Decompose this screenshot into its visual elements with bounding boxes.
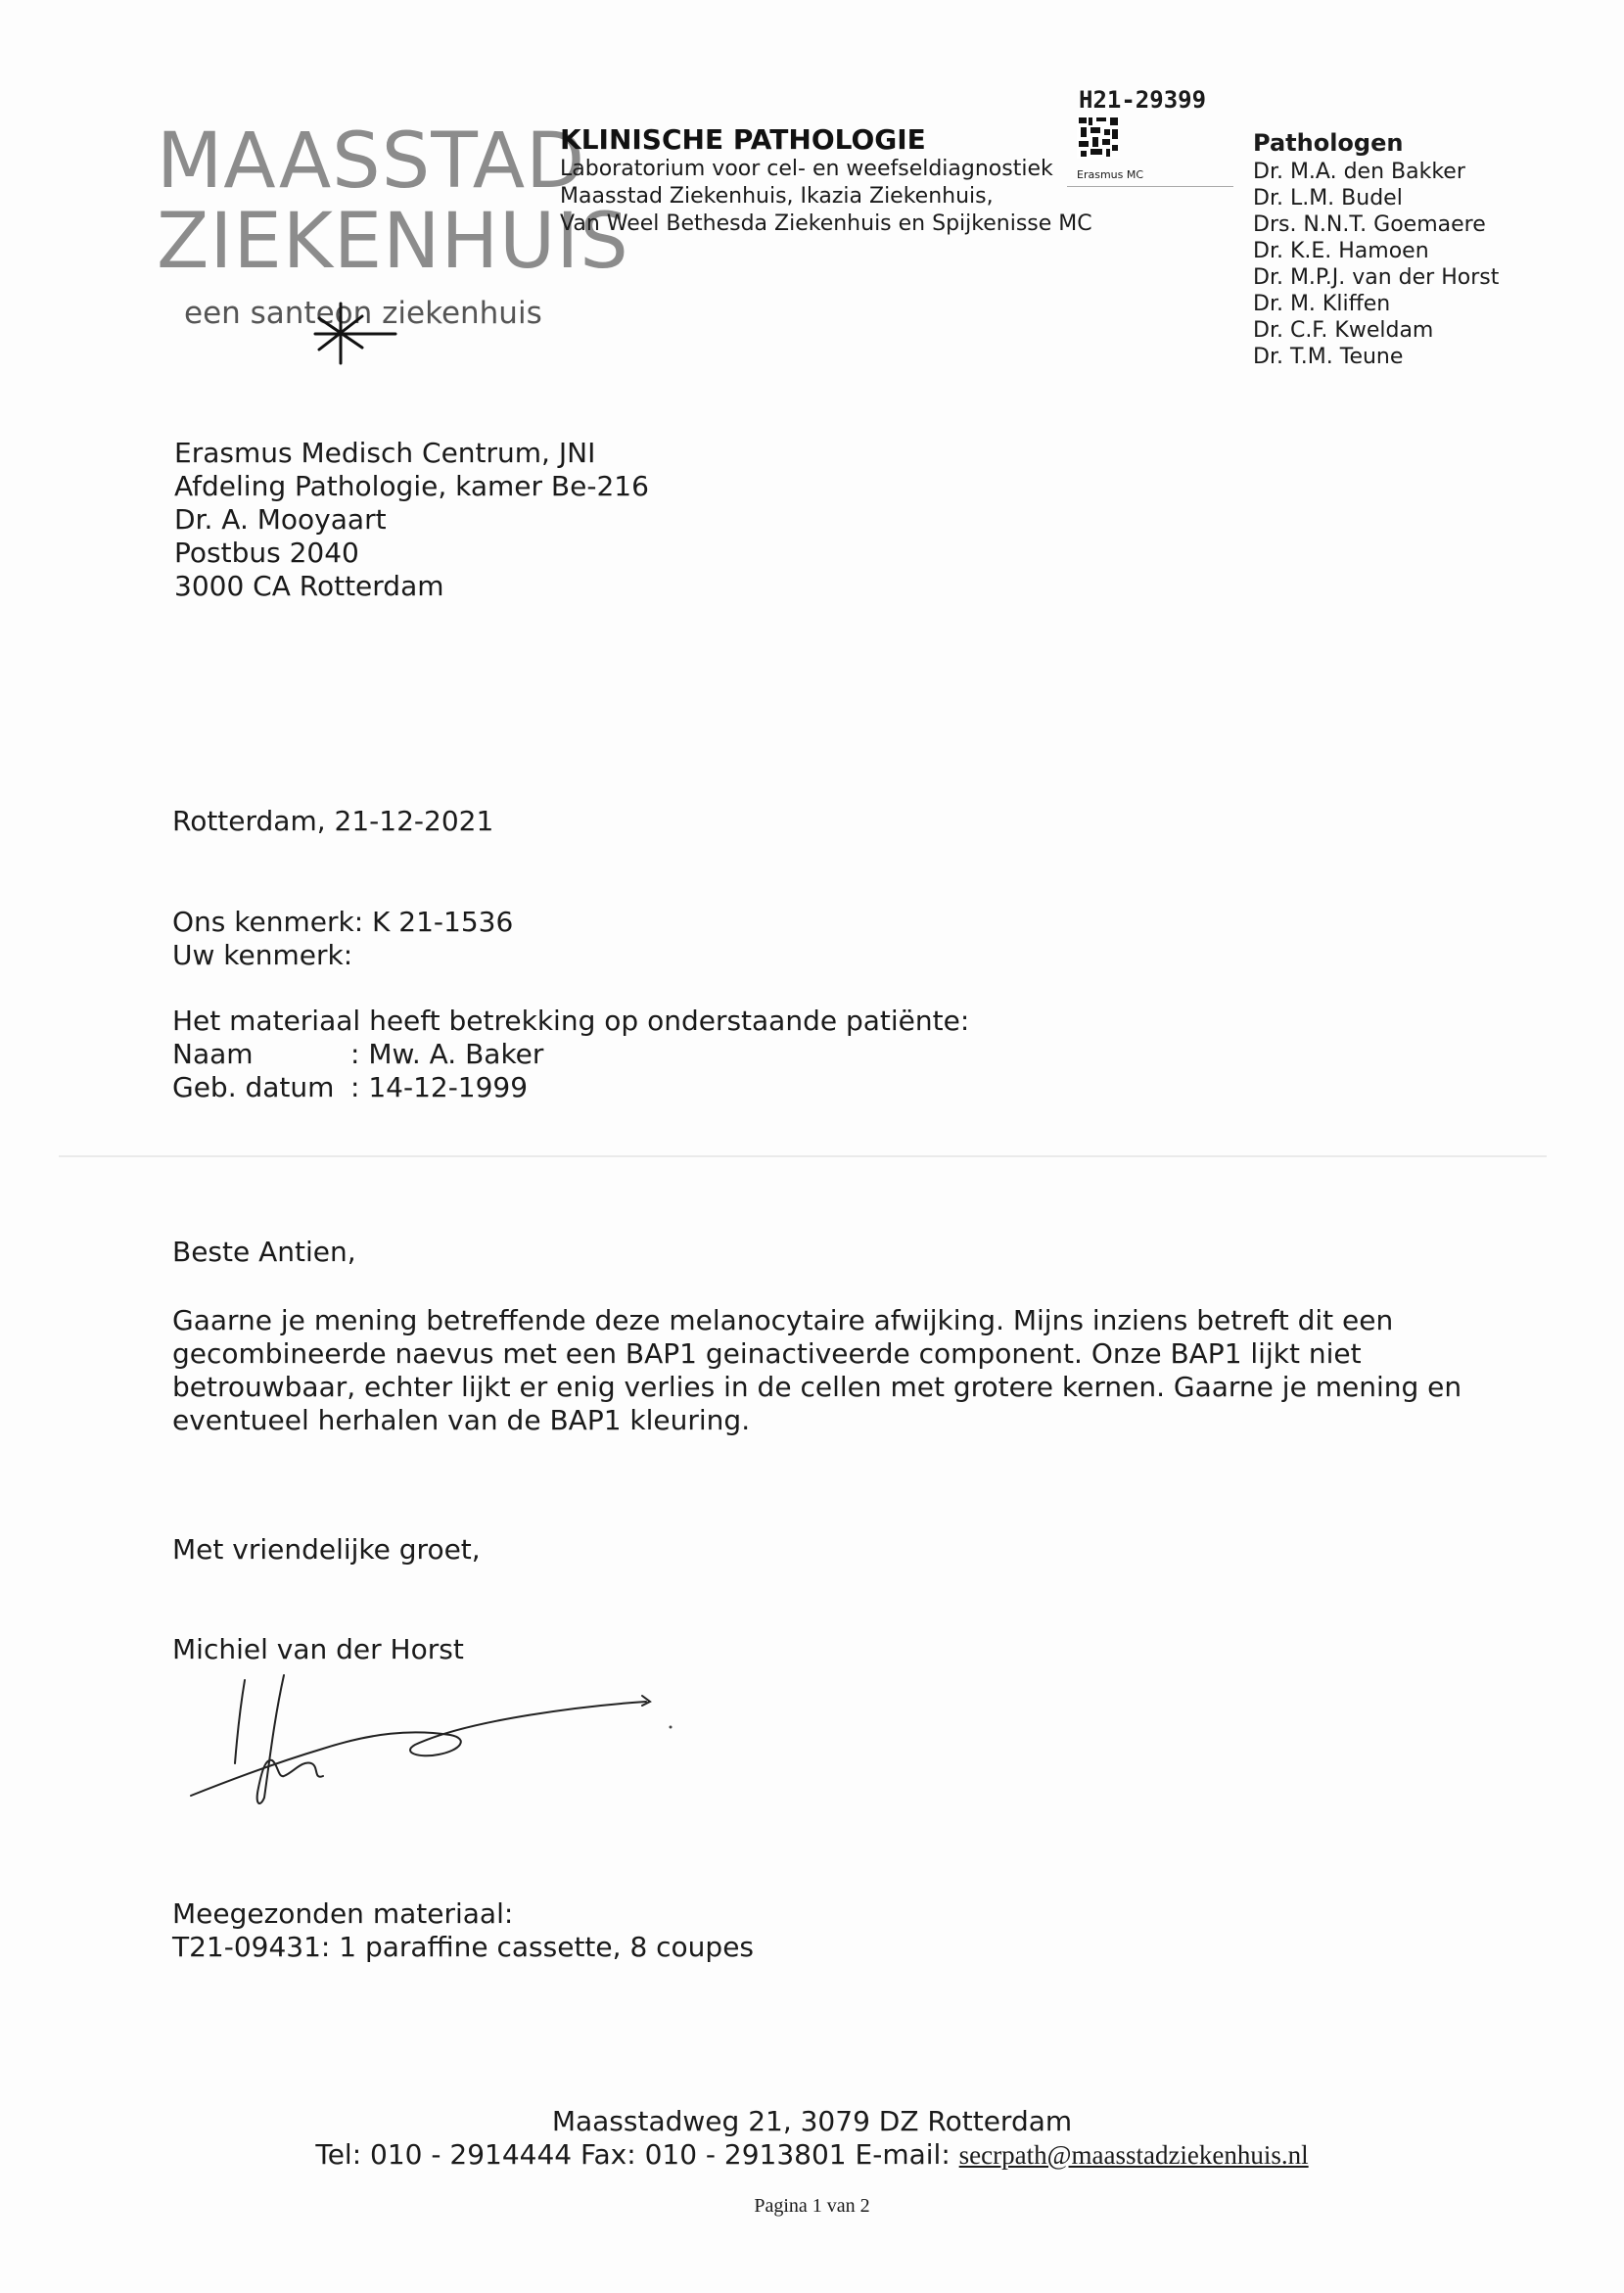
letter-body: Gaarne je mening betreffende deze melanocytaire afwijking. Mijns inziens betreft dit een gecombineerde naevus met een BAP1 geinactiveerde component. Onze BAP1 lijkt niet betrouwbaar, echter lijkt er enig verlies in de cellen met grotere kernen. Gaarne je mening en eventueel herhalen van de BAP1 kleuring. — [172, 1304, 1462, 1436]
scan-artifact-divider — [59, 1155, 1547, 1157]
our-reference-value: K 21-1536 — [372, 906, 514, 938]
department-line: Maasstad Ziekenhuis, Ikazia Ziekenhuis, — [560, 184, 994, 209]
salutation: Beste Antien, — [172, 1236, 356, 1268]
recipient-address — [174, 437, 649, 603]
department-line: Van Weel Bethesda Ziekenhuis en Spijkenisse MC — [560, 211, 1092, 236]
materials-block — [172, 1897, 754, 1964]
logo-line-2: ZIEKENHUIS — [157, 198, 629, 286]
recipient-line: Erasmus Medisch Centrum, JNI — [174, 437, 596, 469]
place-date: Rotterdam, 21-12-2021 — [172, 805, 494, 837]
pathologist-name: Dr. T.M. Teune — [1253, 345, 1404, 369]
pathologists-list — [1253, 129, 1499, 370]
pathologist-name: Drs. N.N.T. Goemaere — [1253, 212, 1486, 237]
logo-line-1: MAASSTAD — [157, 117, 586, 206]
references — [172, 906, 513, 972]
pathologist-name: Dr. L.M. Budel — [1253, 186, 1403, 211]
our-reference — [172, 906, 513, 939]
star-logo-icon — [311, 299, 399, 367]
recipient-line: 3000 CA Rotterdam — [174, 570, 444, 602]
patient-name-label: Naam — [172, 1038, 254, 1070]
pathologists-title: Pathologen — [1253, 129, 1404, 157]
signer-name: Michiel van der Horst — [172, 1633, 464, 1665]
department-block — [560, 123, 1092, 238]
patient-dob-label: Geb. datum — [172, 1071, 335, 1103]
footer-email-link[interactable]: secrpath@maasstadziekenhuis.nl — [958, 2140, 1309, 2170]
signature — [176, 1670, 685, 1817]
footer-contact — [0, 2138, 1624, 2172]
patient-intro: Het materiaal heeft betrekking op onderstaande patiënte: — [172, 1005, 970, 1037]
recipient-line: Afdeling Pathologie, kamer Be-216 — [174, 470, 649, 502]
closing: Met vriendelijke groet, — [172, 1533, 481, 1566]
footer-contact-text: Tel: 010 - 2914444 Fax: 010 - 2913801 E-mail: — [315, 2138, 959, 2171]
recipient-line: Dr. A. Mooyaart — [174, 503, 387, 536]
footer-address: Maasstadweg 21, 3079 DZ Rotterdam — [551, 2105, 1073, 2137]
our-reference-label: Ons kenmerk: — [172, 906, 364, 938]
patient-block — [172, 1005, 969, 1104]
footer — [0, 2105, 1624, 2218]
barcode-label: Erasmus MC — [1077, 168, 1144, 181]
patient-dob-value: : 14-12-1999 — [350, 1071, 529, 1103]
recipient-line: Postbus 2040 — [174, 537, 359, 569]
pathologist-name: Dr. M.A. den Bakker — [1253, 160, 1465, 184]
materials-item: T21-09431: 1 paraffine cassette, 8 coupes — [172, 1931, 755, 1963]
pathologist-name: Dr. M. Kliffen — [1253, 292, 1391, 316]
pathologist-name: Dr. K.E. Hamoen — [1253, 239, 1429, 263]
department-line: Laboratorium voor cel- en weefseldiagnostiek — [560, 157, 1053, 181]
page-number: Pagina 1 van 2 — [754, 2195, 870, 2217]
patient-name-row — [172, 1038, 969, 1071]
logo-tagline: een santeon ziekenhuis — [184, 296, 542, 331]
reference-code: H21-29399 — [1079, 86, 1207, 114]
pathologist-name: Dr. M.P.J. van der Horst — [1253, 265, 1500, 290]
materials-title: Meegezonden materiaal: — [172, 1897, 514, 1930]
department-title: KLINISCHE PATHOLOGIE — [560, 123, 926, 156]
patient-dob-row — [172, 1071, 969, 1104]
pathologist-name: Dr. C.F. Kweldam — [1253, 318, 1434, 343]
your-reference-label: Uw kenmerk: — [172, 939, 353, 971]
patient-name-value: : Mw. A. Baker — [350, 1038, 544, 1070]
